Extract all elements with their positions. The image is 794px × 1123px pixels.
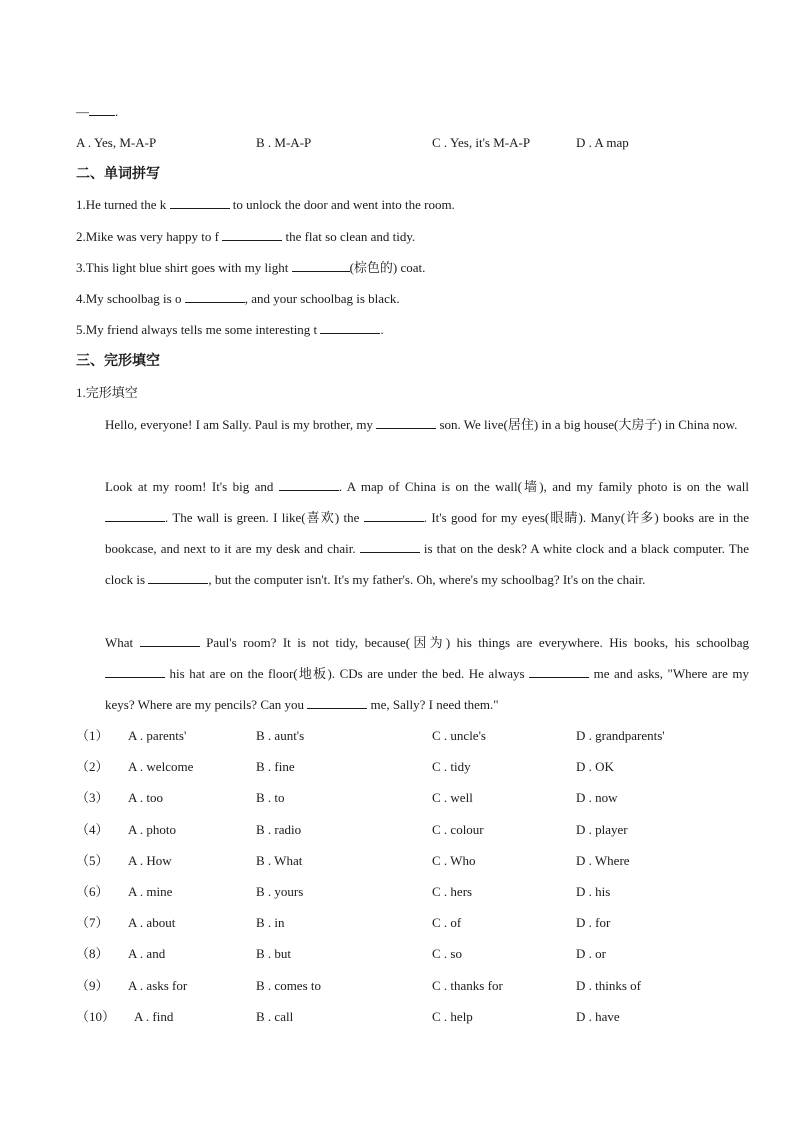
cloze-blank-5[interactable] (360, 541, 420, 553)
section-title-spelling: 二、单词拼写 (76, 166, 160, 182)
spelling-item-3: 3.This light blue shirt goes with my light (棕色的) coat. (76, 260, 426, 275)
question-number: （7） (76, 915, 109, 930)
option-d[interactable]: D . OK (576, 759, 614, 774)
option-b[interactable]: B . comes to (256, 978, 321, 993)
question-number: （5） (76, 853, 109, 868)
option-b[interactable]: B . radio (256, 822, 302, 837)
option-d[interactable]: D . his (576, 884, 611, 899)
question-number: （3） (76, 790, 109, 805)
option-b[interactable]: B . call (256, 1009, 294, 1024)
option-c[interactable]: C . well (432, 790, 473, 805)
option-c[interactable]: C . help (432, 1009, 473, 1024)
cloze-blank-1[interactable] (376, 417, 436, 429)
answer-blank[interactable] (185, 291, 245, 303)
option-c[interactable]: C . so (432, 946, 462, 961)
answer-blank[interactable] (89, 104, 115, 116)
cloze-blank-8[interactable] (105, 666, 165, 678)
cloze-blank-7[interactable] (140, 635, 200, 647)
question-number: （2） (76, 759, 109, 774)
option-b[interactable]: B . What (256, 853, 303, 868)
option-d[interactable]: D . thinks of (576, 978, 641, 993)
option-a[interactable]: A . parents' (128, 728, 187, 743)
cloze-blank-2[interactable] (279, 479, 339, 491)
option-a[interactable]: A . about (128, 915, 176, 930)
question-number: （9） (76, 978, 109, 993)
answer-blank[interactable] (170, 197, 230, 209)
option-d[interactable]: D . player (576, 822, 628, 837)
cloze-blank-10[interactable] (307, 697, 367, 709)
option-c[interactable]: C . uncle's (432, 728, 486, 743)
question-number: （6） (76, 884, 109, 899)
prev-option-d[interactable]: D . A map (576, 135, 629, 150)
question-number: （1） (76, 728, 109, 743)
option-a[interactable]: A . too (128, 790, 164, 805)
option-d[interactable]: D . now (576, 790, 618, 805)
section-title-cloze: 三、完形填空 (76, 353, 160, 369)
option-c[interactable]: C . of (432, 915, 462, 930)
option-b[interactable]: B . fine (256, 759, 295, 774)
option-d[interactable]: D . for (576, 915, 611, 930)
option-c[interactable]: C . thanks for (432, 978, 503, 993)
cloze-blank-4[interactable] (364, 510, 424, 522)
option-a[interactable]: A . photo (128, 822, 177, 837)
option-b[interactable]: B . to (256, 790, 285, 805)
prev-option-b[interactable]: B . M-A-P (256, 135, 312, 150)
option-b[interactable]: B . in (256, 915, 285, 930)
option-a[interactable]: A . welcome (128, 759, 194, 774)
spelling-item-1: 1.He turned the k to unlock the door and went into the room. (76, 197, 455, 212)
cloze-paragraph-2: Look at my room! It's big and . A map of China is on the wall(墙), and my family photo is on the wall . The wall is green. I like(喜欢) the . It's good for my eyes(眼睛). Many(许多) books are in the bookcase, and next to it are my desk and chair. is that on the desk? A white clock and a black computer. The clock is , but the computer isn't. It's my father's. Oh, where's my schoolbag? It's on the chair. (105, 479, 749, 587)
option-a[interactable]: A . find (134, 1009, 174, 1024)
option-d[interactable]: D . have (576, 1009, 620, 1024)
option-b[interactable]: B . but (256, 946, 292, 961)
option-a[interactable]: A . mine (128, 884, 173, 899)
cloze-blank-3[interactable] (105, 510, 165, 522)
answer-blank[interactable] (320, 322, 380, 334)
option-a[interactable]: A . and (128, 946, 166, 961)
option-d[interactable]: D . grandparents' (576, 728, 665, 743)
prev-option-a[interactable]: A . Yes, M-A-P (76, 135, 157, 150)
option-d[interactable]: D . Where (576, 853, 630, 868)
option-c[interactable]: C . hers (432, 884, 473, 899)
spelling-item-4: 4.My schoolbag is o , and your schoolbag is black. (76, 291, 400, 306)
question-number: （4） (76, 822, 109, 837)
cloze-paragraph-3: What Paul's room? It is not tidy, because(因为) his things are everywhere. His books, his schoolbag his hat are on the floor(地板). CDs are under the bed. He always me and asks, "Where are my keys? Where are my pencils? Can you me, Sally? I need them." (105, 635, 750, 712)
question-number: （8） (76, 946, 109, 961)
option-c[interactable]: C . tidy (432, 759, 471, 774)
prev-question-stem: — . (76, 104, 119, 119)
option-c[interactable]: C . Who (432, 853, 476, 868)
spelling-item-2: 2.Mike was very happy to f the flat so clean and tidy. (76, 229, 416, 244)
option-b[interactable]: B . yours (256, 884, 304, 899)
question-number: （10） (76, 1009, 116, 1024)
cloze-paragraph-1: Hello, everyone! I am Sally. Paul is my brother, my son. We live(居住) in a big house(大房子) in China now. (105, 417, 738, 432)
spelling-item-5: 5.My friend always tells me some interesting t . (76, 322, 384, 337)
option-c[interactable]: C . colour (432, 822, 484, 837)
answer-blank[interactable] (222, 229, 282, 241)
cloze-blank-6[interactable] (148, 572, 208, 584)
option-a[interactable]: A . asks for (128, 978, 188, 993)
option-a[interactable]: A . How (128, 853, 172, 868)
option-b[interactable]: B . aunt's (256, 728, 305, 743)
option-d[interactable]: D . or (576, 946, 606, 961)
prev-option-c[interactable]: C . Yes, it's M-A-P (432, 135, 531, 150)
cloze-blank-9[interactable] (529, 666, 589, 678)
answer-blank[interactable] (292, 260, 350, 272)
cloze-subtitle: 1.完形填空 (76, 385, 138, 400)
